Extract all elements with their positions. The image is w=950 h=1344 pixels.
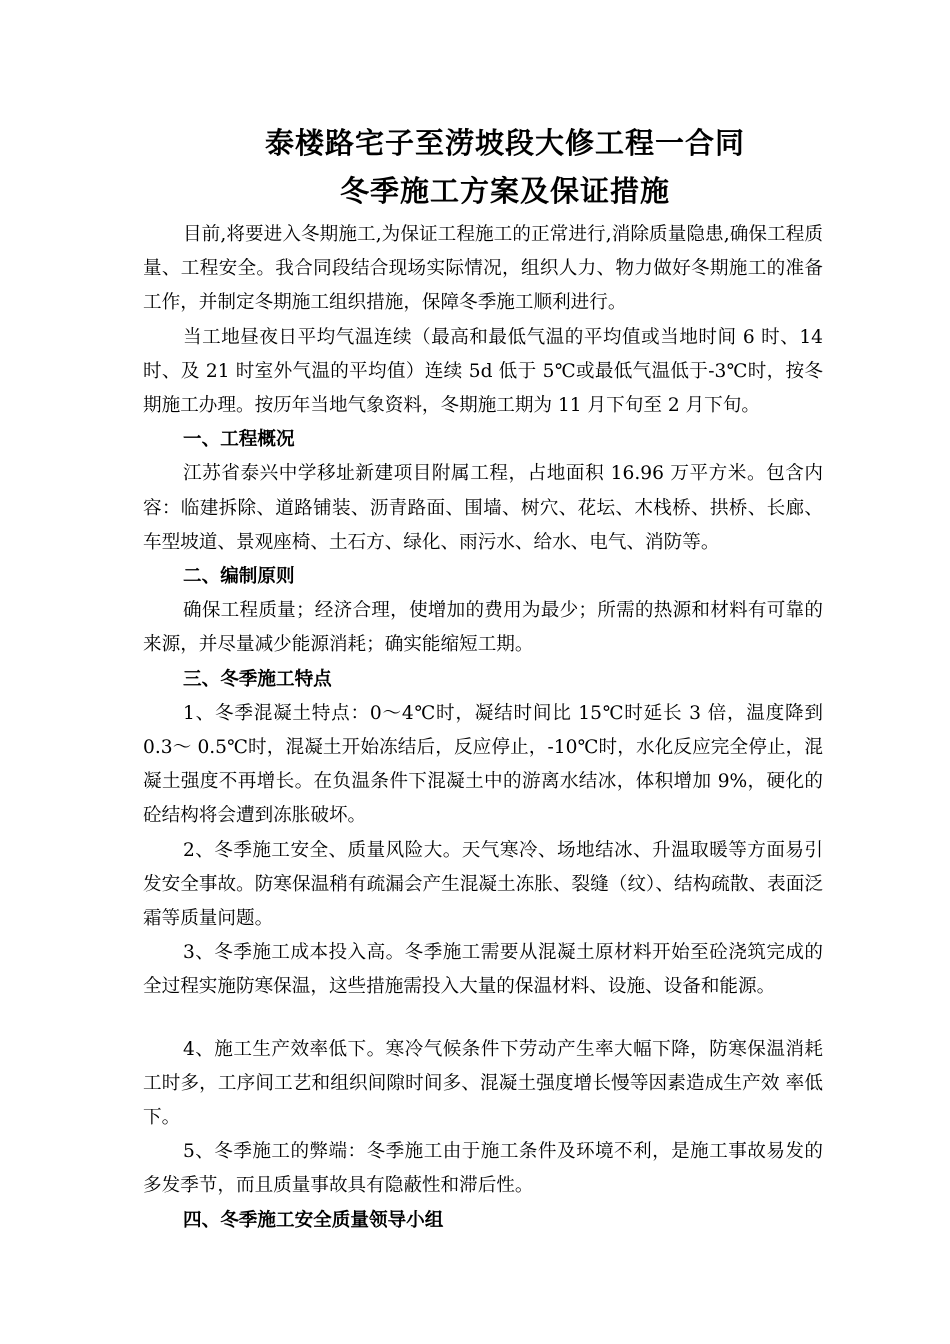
feature-item-1: 1、冬季混凝土特点：0～4℃时，凝结时间比 15℃时延长 3 倍，温度降到 0.3～ 0.5℃时，混凝土开始冻结后，反应停止，-10℃时，水化反应完全停止，混凝土强度不再增长。在负温条件下混凝土中的游离水结冰，体积增加 9%，硬化的砼结构将会遭到冻胀破坏。 — [143, 702, 823, 827]
document-body — [143, 218, 823, 1238]
section-heading-features: 三、冬季施工特点 — [183, 668, 332, 690]
feature-item-4: 4、施工生产效率低下。寒冷气候条件下劳动产生率大幅下降，防寒保温消耗工时多，工序间工艺和组织间隙时间多、混凝土强度增长慢等因素造成生产效 率低下。 — [143, 1038, 823, 1129]
feature-item-3: 3、冬季施工成本投入高。冬季施工需要从混凝土原材料开始至砼浇筑完成的全过程实施防寒保温，这些措施需投入大量的保温材料、设施、设备和能源。 — [143, 942, 823, 998]
section-body-overview: 江苏省泰兴中学移址新建项目附属工程，占地面积 16.96 万平方米。包含内容：临建拆除、道路铺装、沥青路面、围墙、树穴、花坛、木栈桥、拱桥、长廊、车型坡道、景观座椅、土石方、绿化、雨污水、给水、电气、消防等。 — [143, 463, 823, 553]
feature-item-2: 2、冬季施工安全、质量风险大。天气寒冷、场地结冰、升温取暖等方面易引发安全事故。防寒保温稍有疏漏会产生混凝土冻胀、裂缝（纹）、结构疏散、表面泛霜等质量问题。 — [143, 839, 823, 930]
document-title: 泰楼路宅子至涝坡段大修工程一合同 — [264, 126, 745, 160]
section-heading-principles: 二、编制原则 — [183, 566, 295, 588]
feature-item-5: 5、冬季施工的弊端：冬季施工由于施工条件及环境不利，是施工事故易发的多发季节，而且质量事故具有隐蔽性和滞后性。 — [143, 1141, 823, 1197]
intro-paragraph-2: 当工地昼夜日平均气温连续（最高和最低气温的平均值或当地时间 6 时、14 时、及 21 时室外气温的平均值）连续 5d 低于 5℃或最低气温低于-3℃时，按冬期施工办理。按历年当地气象资料，冬期施工期为 11 月下旬至 2 月下旬。 — [143, 326, 823, 417]
paragraph-spacer — [143, 1005, 823, 1033]
section-heading-overview: 一、工程概况 — [183, 429, 295, 451]
section-body-principles: 确保工程质量；经济合理，使增加的费用为最少；所需的热源和材料有可靠的来源，并尽量减少能源消耗；确实能缩短工期。 — [143, 600, 823, 656]
document-subtitle: 冬季施工方案及保证措施 — [339, 174, 670, 208]
section-heading-leadership: 四、冬季施工安全质量领导小组 — [183, 1209, 444, 1231]
intro-paragraph-1: 目前,将要进入冬期施工,为保证工程施工的正常进行,消除质量隐患,确保工程质量、工程安全。我合同段结合现场实际情况，组织人力、物力做好冬期施工的准备工作，并制定冬期施工组织措施，保障冬季施工顺利进行。 — [143, 224, 823, 314]
